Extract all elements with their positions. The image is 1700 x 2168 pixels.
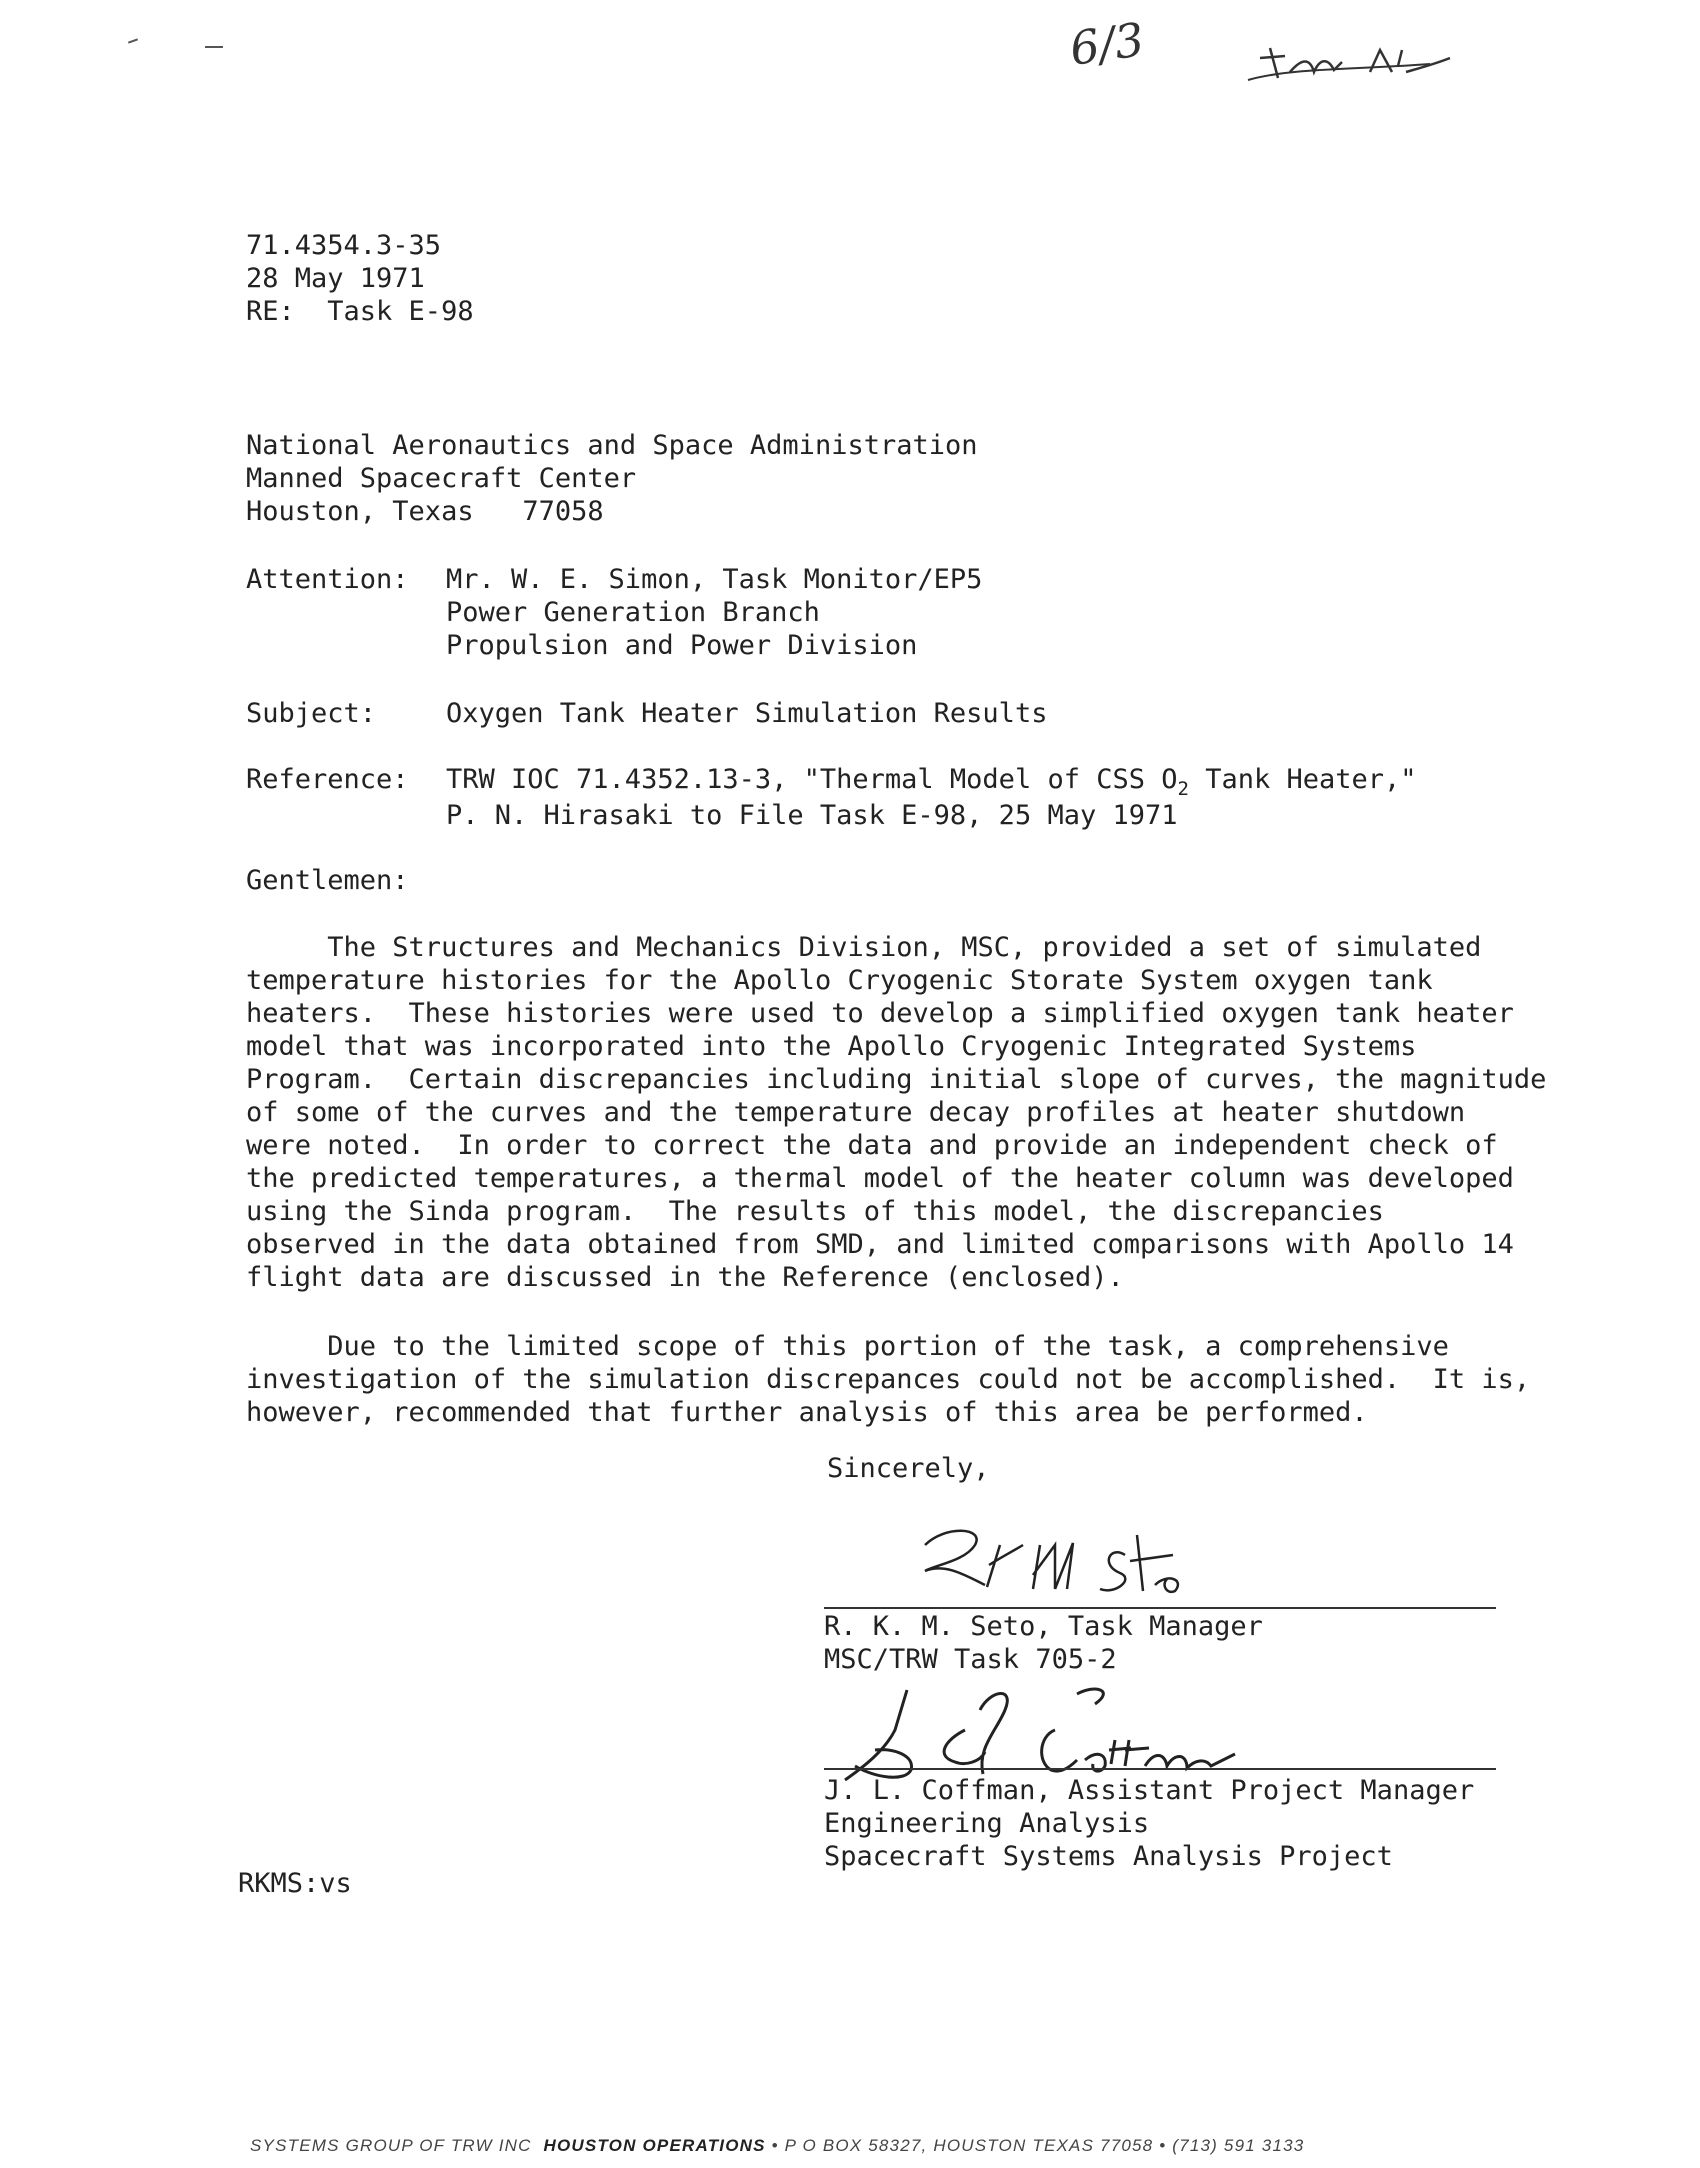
- reference-line-1: [446, 763, 1417, 799]
- handwritten-date: 6/3: [1066, 12, 1148, 76]
- paragraph-line: were noted. In order to correct the data and provide an independent check of: [246, 1130, 1498, 1161]
- paragraph-line: investigation of the simulation discrepances could not be accomplished. It is,: [246, 1364, 1531, 1395]
- attention-label: Attention:: [246, 564, 409, 595]
- attention-line: Propulsion and Power Division: [446, 630, 918, 661]
- reference-line-2: P. N. Hirasaki to File Task E-98, 25 May 1971: [446, 800, 1178, 831]
- salutation: Gentlemen:: [246, 865, 409, 896]
- subject-text: Oxygen Tank Heater Simulation Results: [446, 698, 1048, 729]
- signature-seto: [905, 1515, 1225, 1605]
- paragraph-line: observed in the data obtained from SMD, and limited comparisons with Apollo 14: [246, 1229, 1514, 1260]
- re-line: RE: Task E-98: [246, 296, 474, 327]
- subject-label: Subject:: [246, 698, 377, 729]
- attention-line: Mr. W. E. Simon, Task Monitor/EP5: [446, 564, 983, 595]
- paragraph-line: the predicted temperatures, a thermal model of the heater column was developed: [246, 1163, 1514, 1194]
- paragraph-line: using the Sinda program. The results of this model, the discrepancies: [246, 1196, 1384, 1227]
- attention-block: [446, 563, 982, 662]
- attention-line: Power Generation Branch: [446, 597, 820, 628]
- signature-line: [824, 1768, 1496, 1770]
- handwritten-initials-mark: [1230, 28, 1470, 98]
- reference-label: Reference:: [246, 764, 409, 795]
- recipient-address: [246, 429, 978, 528]
- paragraph-line: flight data are discussed in the Reference (enclosed).: [246, 1262, 1124, 1293]
- footer-company: SYSTEMS GROUP OF TRW INC: [250, 2136, 532, 2155]
- handwritten-annotation: [1066, 12, 1148, 76]
- signer-1-block: [824, 1610, 1263, 1676]
- footer-division: HOUSTON OPERATIONS: [543, 2136, 766, 2155]
- paragraph-line: Program. Certain discrepancies including initial slope of curves, the magnitude: [246, 1064, 1547, 1095]
- letter-header: [246, 229, 474, 328]
- signature-line: [824, 1607, 1496, 1609]
- signer-org: MSC/TRW Task 705-2: [824, 1644, 1117, 1675]
- paragraph-line: Due to the limited scope of this portion of the task, a comprehensive: [246, 1331, 1449, 1362]
- paragraph-line: model that was incorporated into the Apollo Cryogenic Integrated Systems: [246, 1031, 1417, 1062]
- reference-text-b: Tank Heater,": [1188, 764, 1417, 795]
- address-line: Manned Spacecraft Center: [246, 463, 637, 494]
- signer-name-title: J. L. Coffman, Assistant Project Manager: [824, 1775, 1475, 1806]
- signer-dept: Engineering Analysis: [824, 1808, 1150, 1839]
- signer-project: Spacecraft Systems Analysis Project: [824, 1841, 1393, 1872]
- body-paragraph-1: [246, 931, 1546, 1294]
- margin-mark: [205, 46, 223, 48]
- letterhead-footer: [250, 2129, 1450, 2162]
- file-number: 71.4354.3-35: [246, 230, 442, 261]
- reference-subscript: 2: [1177, 778, 1189, 800]
- body-paragraph-2: [246, 1330, 1530, 1429]
- reference-text-a: TRW IOC 71.4352.13-3, "Thermal Model of CSS O: [446, 764, 1178, 795]
- typist-initials: RKMS:vs: [238, 1868, 352, 1899]
- paragraph-line: of some of the curves and the temperature decay profiles at heater shutdown: [246, 1097, 1466, 1128]
- paragraph-line: temperature histories for the Apollo Cryogenic Storate System oxygen tank: [246, 965, 1433, 996]
- paragraph-line: however, recommended that further analysis of this area be performed.: [246, 1397, 1368, 1428]
- signer-2-block: [824, 1774, 1474, 1873]
- address-line: Houston, Texas 77058: [246, 496, 604, 527]
- reference-block: [446, 763, 1417, 832]
- paragraph-line: heaters. These histories were used to develop a simplified oxygen tank heater: [246, 998, 1514, 1029]
- address-line: National Aeronautics and Space Administration: [246, 430, 978, 461]
- closing: Sincerely,: [827, 1453, 990, 1484]
- signer-name-title: R. K. M. Seto, Task Manager: [824, 1611, 1263, 1642]
- footer-address: • P O BOX 58327, HOUSTON TEXAS 77058 • (713) 591 3133: [765, 2136, 1305, 2155]
- margin-mark: [128, 38, 138, 43]
- letter-date: 28 May 1971: [246, 263, 425, 294]
- paragraph-line: The Structures and Mechanics Division, MSC, provided a set of simulated: [246, 932, 1482, 963]
